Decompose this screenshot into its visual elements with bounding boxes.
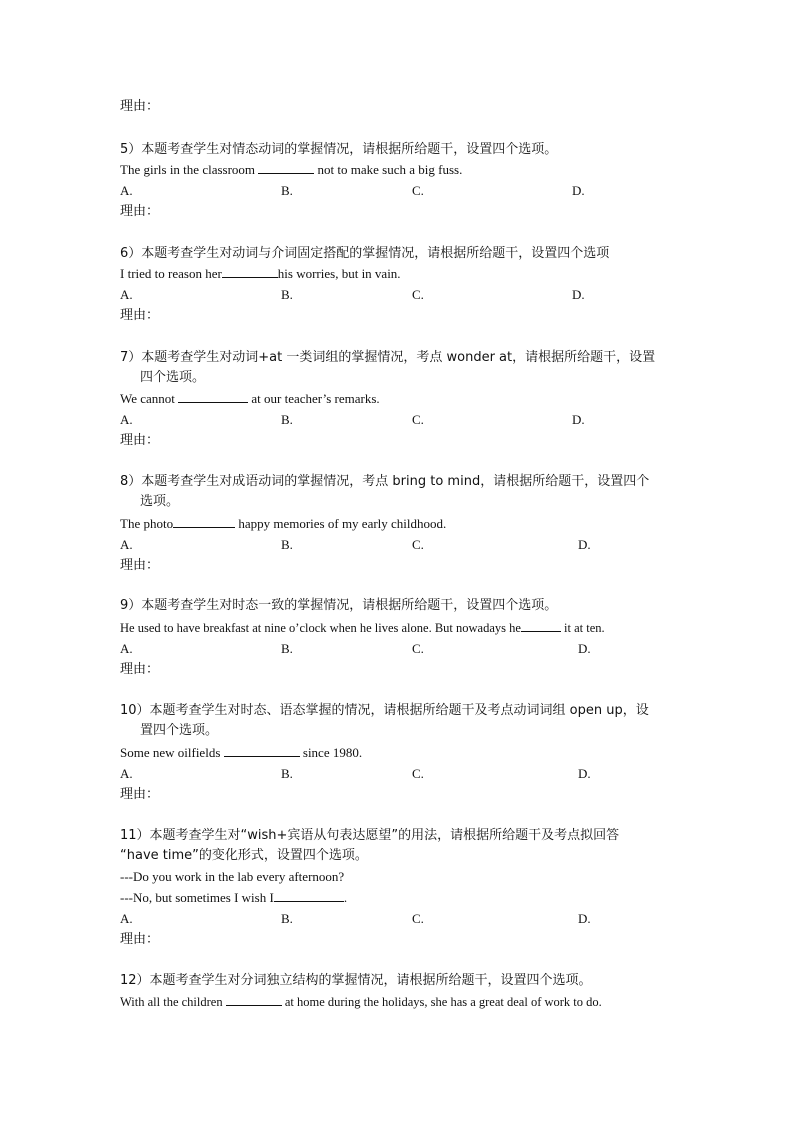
answer-blank[interactable] — [178, 390, 248, 403]
option-c: C. — [412, 287, 424, 302]
question-instruction: 9）本题考查学生对时态一致的掌握情况，请根据所给题干，设置四个选项。 — [120, 598, 558, 613]
option-c: C. — [412, 537, 424, 552]
question-instruction: 8）本题考查学生对成语动词的掌握情况，考点 bring to mind，请根据所给题干，设置四个 — [120, 474, 650, 489]
option-d: D. — [578, 641, 591, 656]
option-b: B. — [281, 287, 293, 302]
option-b: B. — [281, 911, 293, 926]
option-a: A. — [120, 537, 133, 552]
reason-label: 理由： — [120, 662, 160, 677]
question-instruction: 11）本题考查学生对“wish+宾语从句表达愿望”的用法，请根据所给题干及考点拟回答 — [120, 828, 620, 843]
option-c: C. — [412, 183, 424, 198]
question-sentence: We cannot at our teacher’s remarks. — [120, 391, 380, 406]
question-instruction-continued: 选项。 — [140, 494, 180, 509]
option-d: D. — [572, 287, 585, 302]
question-sentence: With all the children at home during the holidays, she has a great deal of work to do. — [120, 995, 602, 1009]
option-a: A. — [120, 911, 133, 926]
option-a: A. — [120, 766, 133, 781]
question-sentence: The girls in the classroom not to make such a big fuss. — [120, 162, 463, 177]
option-a: A. — [120, 183, 133, 198]
reason-label: 理由： — [120, 932, 160, 947]
option-d: D. — [572, 412, 585, 427]
option-b: B. — [281, 183, 293, 198]
reason-label: 理由： — [120, 787, 160, 802]
option-d: D. — [572, 183, 585, 198]
option-a: A. — [120, 641, 133, 656]
option-b: B. — [281, 641, 293, 656]
answer-blank[interactable] — [521, 619, 561, 632]
reason-label: 理由： — [120, 433, 160, 448]
question-sentence: Some new oilfields since 1980. — [120, 745, 363, 760]
answer-blank[interactable] — [173, 515, 235, 528]
option-c: C. — [412, 641, 424, 656]
answer-blank[interactable] — [258, 161, 314, 174]
option-b: B. — [281, 537, 293, 552]
option-a: A. — [120, 412, 133, 427]
option-c: C. — [412, 412, 424, 427]
reason-label: 理由： — [120, 308, 160, 323]
question-sentence: He used to have breakfast at nine o’clock when he lives alone. But nowadays he it at ten. — [120, 621, 605, 635]
answer-blank[interactable] — [222, 265, 278, 278]
reason-label: 理由： — [120, 99, 160, 114]
question-instruction-continued: 置四个选项。 — [140, 723, 219, 738]
question-sentence: The photo happy memories of my early childhood. — [120, 516, 447, 531]
option-b: B. — [281, 412, 293, 427]
reason-label: 理由： — [120, 558, 160, 573]
question-instruction-continued: “have time”的变化形式，设置四个选项。 — [120, 848, 368, 863]
question-instruction: 5）本题考查学生对情态动词的掌握情况，请根据所给题干，设置四个选项。 — [120, 142, 558, 157]
answer-blank[interactable] — [224, 744, 300, 757]
option-d: D. — [578, 911, 591, 926]
question-instruction-continued: 四个选项。 — [140, 370, 206, 385]
dialogue-answer: ---No, but sometimes I wish I . — [120, 890, 348, 905]
dialogue-question: ---Do you work in the lab every afternoon? — [120, 869, 345, 884]
option-c: C. — [412, 766, 424, 781]
option-b: B. — [281, 766, 293, 781]
question-instruction: 6）本题考查学生对动词与介词固定搭配的掌握情况，请根据所给题干，设置四个选项 — [120, 246, 610, 261]
answer-blank[interactable] — [226, 993, 282, 1006]
option-d: D. — [578, 537, 591, 552]
option-d: D. — [578, 766, 591, 781]
question-sentence: I tried to reason her his worries, but in vain. — [120, 266, 401, 281]
answer-blank[interactable] — [274, 889, 344, 902]
option-a: A. — [120, 287, 133, 302]
question-instruction: 7）本题考查学生对动词+at 一类词组的掌握情况，考点 wonder at，请根据所给题干，设置 — [120, 350, 656, 365]
option-c: C. — [412, 911, 424, 926]
reason-label: 理由： — [120, 204, 160, 219]
question-instruction: 10）本题考查学生对时态、语态掌握的情况，请根据所给题干及考点动词词组 open up，设 — [120, 703, 649, 718]
question-instruction: 12）本题考查学生对分词独立结构的掌握情况，请根据所给题干，设置四个选项。 — [120, 973, 592, 988]
